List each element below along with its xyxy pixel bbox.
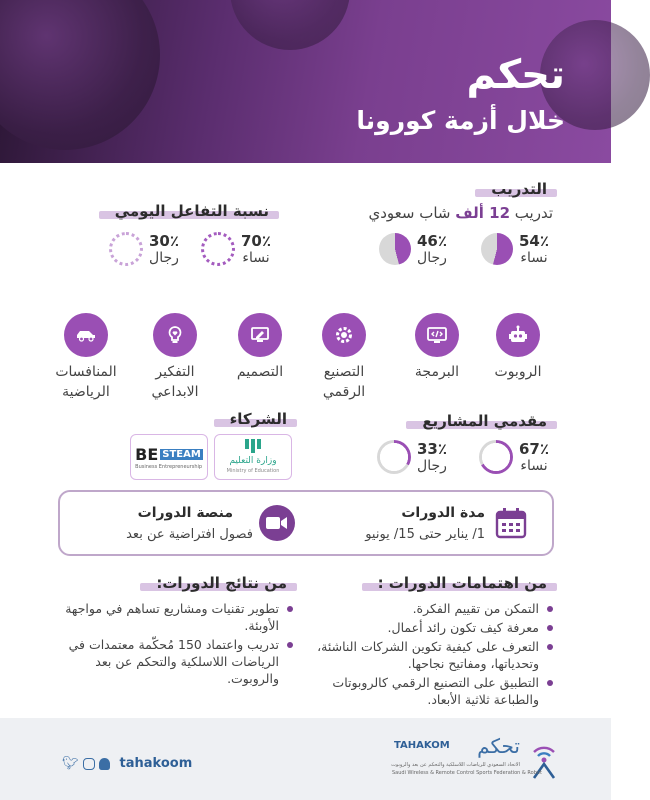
field-label-creative: التفكير الابداعي: [151, 364, 199, 400]
list-item: التمكن من تقييم الفكرة.: [309, 600, 553, 617]
snapchat-icon[interactable]: [99, 758, 110, 770]
code-icon: [415, 313, 459, 357]
ministry-logo: وزارة التعليم Ministry of Education: [214, 434, 292, 480]
platform-text: فصول افتراضية عن بعد: [126, 527, 253, 542]
presenters-women-stat: 67٪ نساء: [479, 440, 549, 474]
women-ring-chart: [201, 232, 235, 266]
partners-heading: الشركاء: [214, 410, 293, 428]
list-item: معرفة كيف تكون رائد أعمال.: [309, 619, 553, 636]
field-label-robot: الروبوت: [494, 364, 542, 380]
robot-icon: [496, 313, 540, 357]
ministry-logo-mark: [227, 439, 280, 453]
field-label-design: التصميم: [236, 364, 284, 380]
lightbulb-icon: [153, 313, 197, 357]
page-title: تحكم: [466, 52, 565, 98]
men-pie-chart: [379, 233, 411, 265]
outcomes-list: [53, 600, 293, 689]
car-icon: [64, 313, 108, 357]
besteam-logo: BE STEAM Business Entrepreneurship: [130, 434, 208, 480]
instagram-icon[interactable]: [83, 758, 95, 770]
list-item: تطوير تقنيات ومشاريع تساهم في مواجهة الأوبئة.: [53, 600, 293, 634]
list-item: تدريب واعتماد 150 مُحكّمة معتمدات في الرياضات اللاسلكية والتحكم عن بعد والروبوت.: [53, 636, 293, 687]
field-label-sports: المنافسات الرياضية: [55, 364, 117, 400]
men-ring-chart: [109, 232, 143, 266]
presenters-heading: مقدمي المشاريع: [406, 412, 553, 430]
virus-illustration: [230, 0, 350, 50]
interests-list: [309, 600, 553, 710]
engagement-heading: نسبة التفاعل اليومي: [99, 202, 275, 220]
social-links: [62, 756, 192, 771]
video-icon: [259, 505, 295, 541]
field-label-manufacturing: التصنيع الرقمي: [322, 364, 366, 400]
virus-illustration: [0, 0, 160, 150]
course-info-box: [58, 490, 554, 556]
page-subtitle: خلال أزمة كورونا: [356, 106, 565, 135]
duration-title: مدة الدورات: [401, 505, 485, 521]
training-men-stat: 46٪ رجال: [379, 232, 447, 266]
engagement-men-stat: 30٪ رجال: [109, 232, 179, 266]
list-item: التطبيق على التصنيع الرقمي كالروبوتات والطباعة ثلاثية الأبعاد.: [309, 674, 553, 708]
interests-heading: من اهتمامات الدورات :: [362, 574, 553, 592]
hero-banner: [0, 0, 611, 163]
design-icon: [238, 313, 282, 357]
platform-title: منصة الدورات: [137, 505, 233, 521]
men-ring-chart: [377, 440, 411, 474]
tahakom-logo: تحكم TAHAKOM الاتحاد السعودي للرياضات اللاسلكية والتحكم عن بعد والروبوت Saudi Wireless & Remote Control Sports Federation & Robot: [392, 732, 562, 788]
women-pie-chart: [481, 233, 513, 265]
women-ring-chart: [479, 440, 513, 474]
presenters-men-stat: 33٪ رجال: [377, 440, 447, 474]
training-heading: التدريب: [475, 180, 553, 198]
twitter-icon[interactable]: 🐦︎: [62, 756, 79, 771]
calendar-icon: [494, 506, 528, 540]
training-women-stat: 54٪ نساء: [481, 232, 549, 266]
social-handle[interactable]: tahakoom: [119, 756, 193, 771]
field-label-code: البرمجة: [414, 364, 460, 380]
duration-text: 1/ يناير حتى 15/ يونيو: [365, 527, 485, 542]
outcomes-heading: من نتائج الدورات:: [140, 574, 293, 592]
engagement-women-stat: 70٪ نساء: [201, 232, 271, 266]
training-summary: تدريب 12 ألف شاب سعودي: [368, 204, 553, 222]
list-item: التعرف على كيفية تكوين الشركات الناشئة، وتحدياتها، ومفاتيح نجاحها.: [309, 638, 553, 672]
gear-icon: [322, 313, 366, 357]
